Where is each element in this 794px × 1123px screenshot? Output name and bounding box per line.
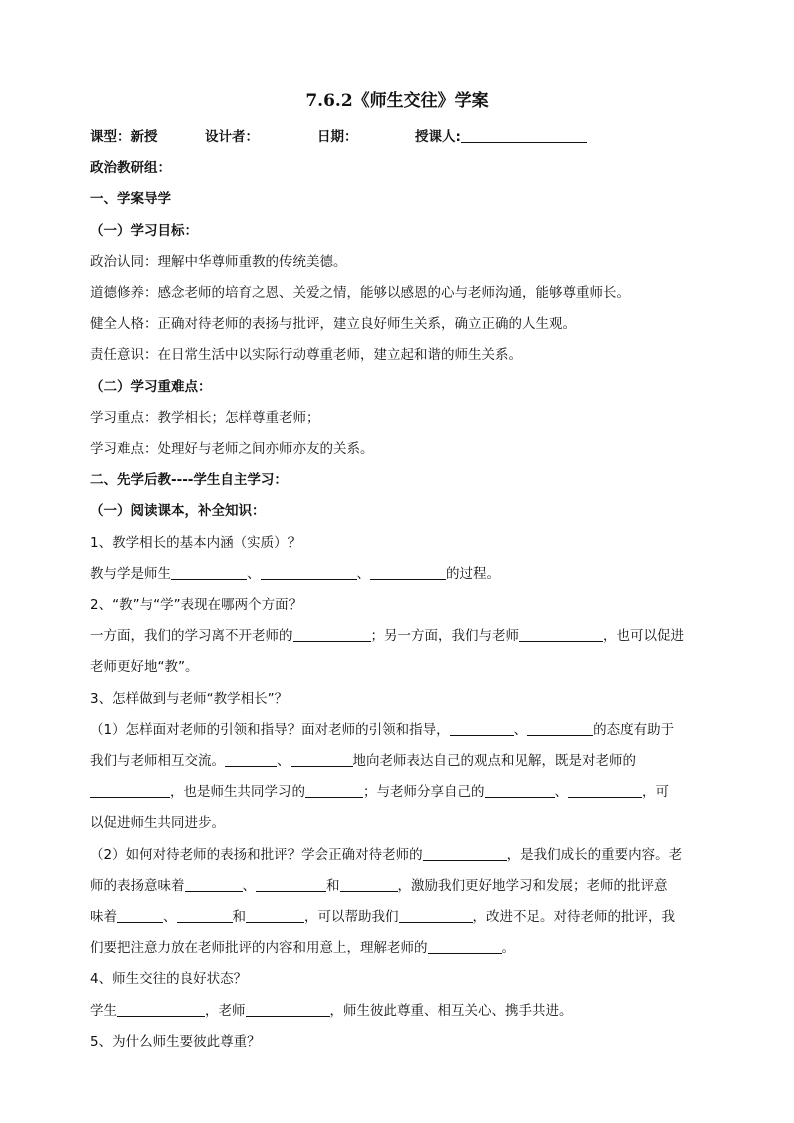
fill-blank[interactable]: [177, 908, 233, 923]
fill-blank[interactable]: [527, 721, 593, 736]
answer-2-cont: 老师更好地“教”。: [90, 659, 199, 676]
fill-blank[interactable]: [423, 846, 507, 861]
question-4: 4、师生交往的良好状态？: [90, 971, 248, 988]
goals-heading: （一）学习目标：: [90, 222, 198, 239]
fill-blank[interactable]: [370, 565, 446, 580]
answer-1: 教与学是师生 、 、 的过程。: [90, 565, 500, 582]
fill-blank[interactable]: [519, 627, 603, 642]
fill-blank[interactable]: [450, 721, 514, 736]
fill-blank[interactable]: [261, 565, 357, 580]
q3-part2-line2: 师的表扬意味着 、 和 ，激励我们更好地学习和发展；老师的批评意: [90, 877, 668, 894]
answer-4: 学生 ，老师 ，师生彼此尊重、相互关心、携手共进。: [90, 1002, 573, 1019]
section-self-study-heading: 二、先学后教----学生自主学习：: [90, 472, 288, 489]
fill-blank[interactable]: [171, 565, 247, 580]
lecturer-blank[interactable]: [461, 128, 587, 143]
q3-part1-line2: 我们与老师相互交流。 、 地向老师表达自己的观点和见解，既是对老师的: [90, 753, 636, 770]
goal-item: 健全人格：正确对待老师的表扬与批评，建立良好师生关系，确立正确的人生观。: [90, 316, 576, 333]
fill-blank[interactable]: [117, 908, 163, 923]
fill-blank[interactable]: [305, 783, 363, 798]
fill-blank[interactable]: [340, 877, 398, 892]
page-title: 7.6.2《师生交往》学案: [305, 91, 489, 111]
question-2: 2、“教”与“学”表现在哪两个方面？: [90, 597, 303, 614]
group-label: 政治教研组：: [90, 160, 171, 177]
section-guide-heading: 一、学案导学: [90, 191, 171, 208]
fill-blank[interactable]: [117, 1002, 205, 1017]
goal-item: 道德修养：感念老师的培育之恩、关爱之情，能够以感恩的心与老师沟通，能够尊重师长。: [90, 285, 630, 302]
course-type: 课型：新授: [90, 129, 158, 145]
q3-part1-line4: 以促进师生共同进步。: [90, 815, 225, 832]
question-1: 1、教学相长的基本内涵（实质）？: [90, 534, 302, 551]
question-3: 3、怎样做到与老师“教学相长”？: [90, 690, 289, 707]
worksheet-content: [90, 122, 704, 1058]
key-point-item: 学习难点：处理好与老师之间亦师亦友的关系。: [90, 441, 374, 458]
fill-blank[interactable]: [568, 783, 642, 798]
q3-part2-line1: （2）如何对待老师的表扬和批评？学会正确对待老师的 ，是我们成长的重要内容。老: [90, 846, 683, 863]
fill-blank[interactable]: [185, 877, 243, 892]
fill-blank[interactable]: [428, 939, 502, 954]
reading-heading: （一）阅读课本，补全知识：: [90, 503, 266, 520]
lecturer-label: 授课人:: [415, 129, 461, 145]
q3-part2-line4: 们要把注意力放在老师批评的内容和用意上，理解老师的 。: [90, 940, 515, 957]
fill-blank[interactable]: [399, 908, 473, 923]
meta-row: [90, 122, 704, 153]
goal-item: 政治认同：理解中华尊师重教的传统美德。: [90, 253, 347, 270]
q3-part1-line1: （1）怎样面对老师的引领和指导？面对老师的引领和指导， 、 的态度有助于: [90, 721, 675, 738]
fill-blank[interactable]: [225, 752, 277, 767]
fill-blank[interactable]: [485, 783, 555, 798]
q3-part1-line3: ，也是师生共同学习的 ；与老师分享自己的 、 ，可: [90, 777, 704, 808]
key-points-heading: （二）学习重难点：: [90, 378, 212, 395]
q3-part2-line3: 味着 、 和 ，可以帮助我们 ，改进不足。对待老师的批评，我: [90, 909, 675, 926]
fill-blank[interactable]: [246, 1002, 330, 1017]
fill-blank[interactable]: [291, 752, 353, 767]
question-5: 5、为什么师生要彼此尊重？: [90, 1033, 261, 1050]
fill-blank[interactable]: [293, 627, 371, 642]
fill-blank[interactable]: [246, 908, 304, 923]
key-point-item: 学习重点：教学相长；怎样尊重老师；: [90, 409, 320, 426]
fill-blank[interactable]: [256, 877, 326, 892]
designer-label: 设计者：: [205, 129, 259, 145]
goal-item: 责任意识：在日常生活中以实际行动尊重老师，建立起和谐的师生关系。: [90, 347, 522, 364]
date-label: 日期：: [317, 129, 358, 145]
answer-2: 一方面，我们的学习离不开老师的 ；另一方面，我们与老师 ，也可以促进: [90, 628, 684, 645]
fill-blank[interactable]: [90, 783, 170, 798]
